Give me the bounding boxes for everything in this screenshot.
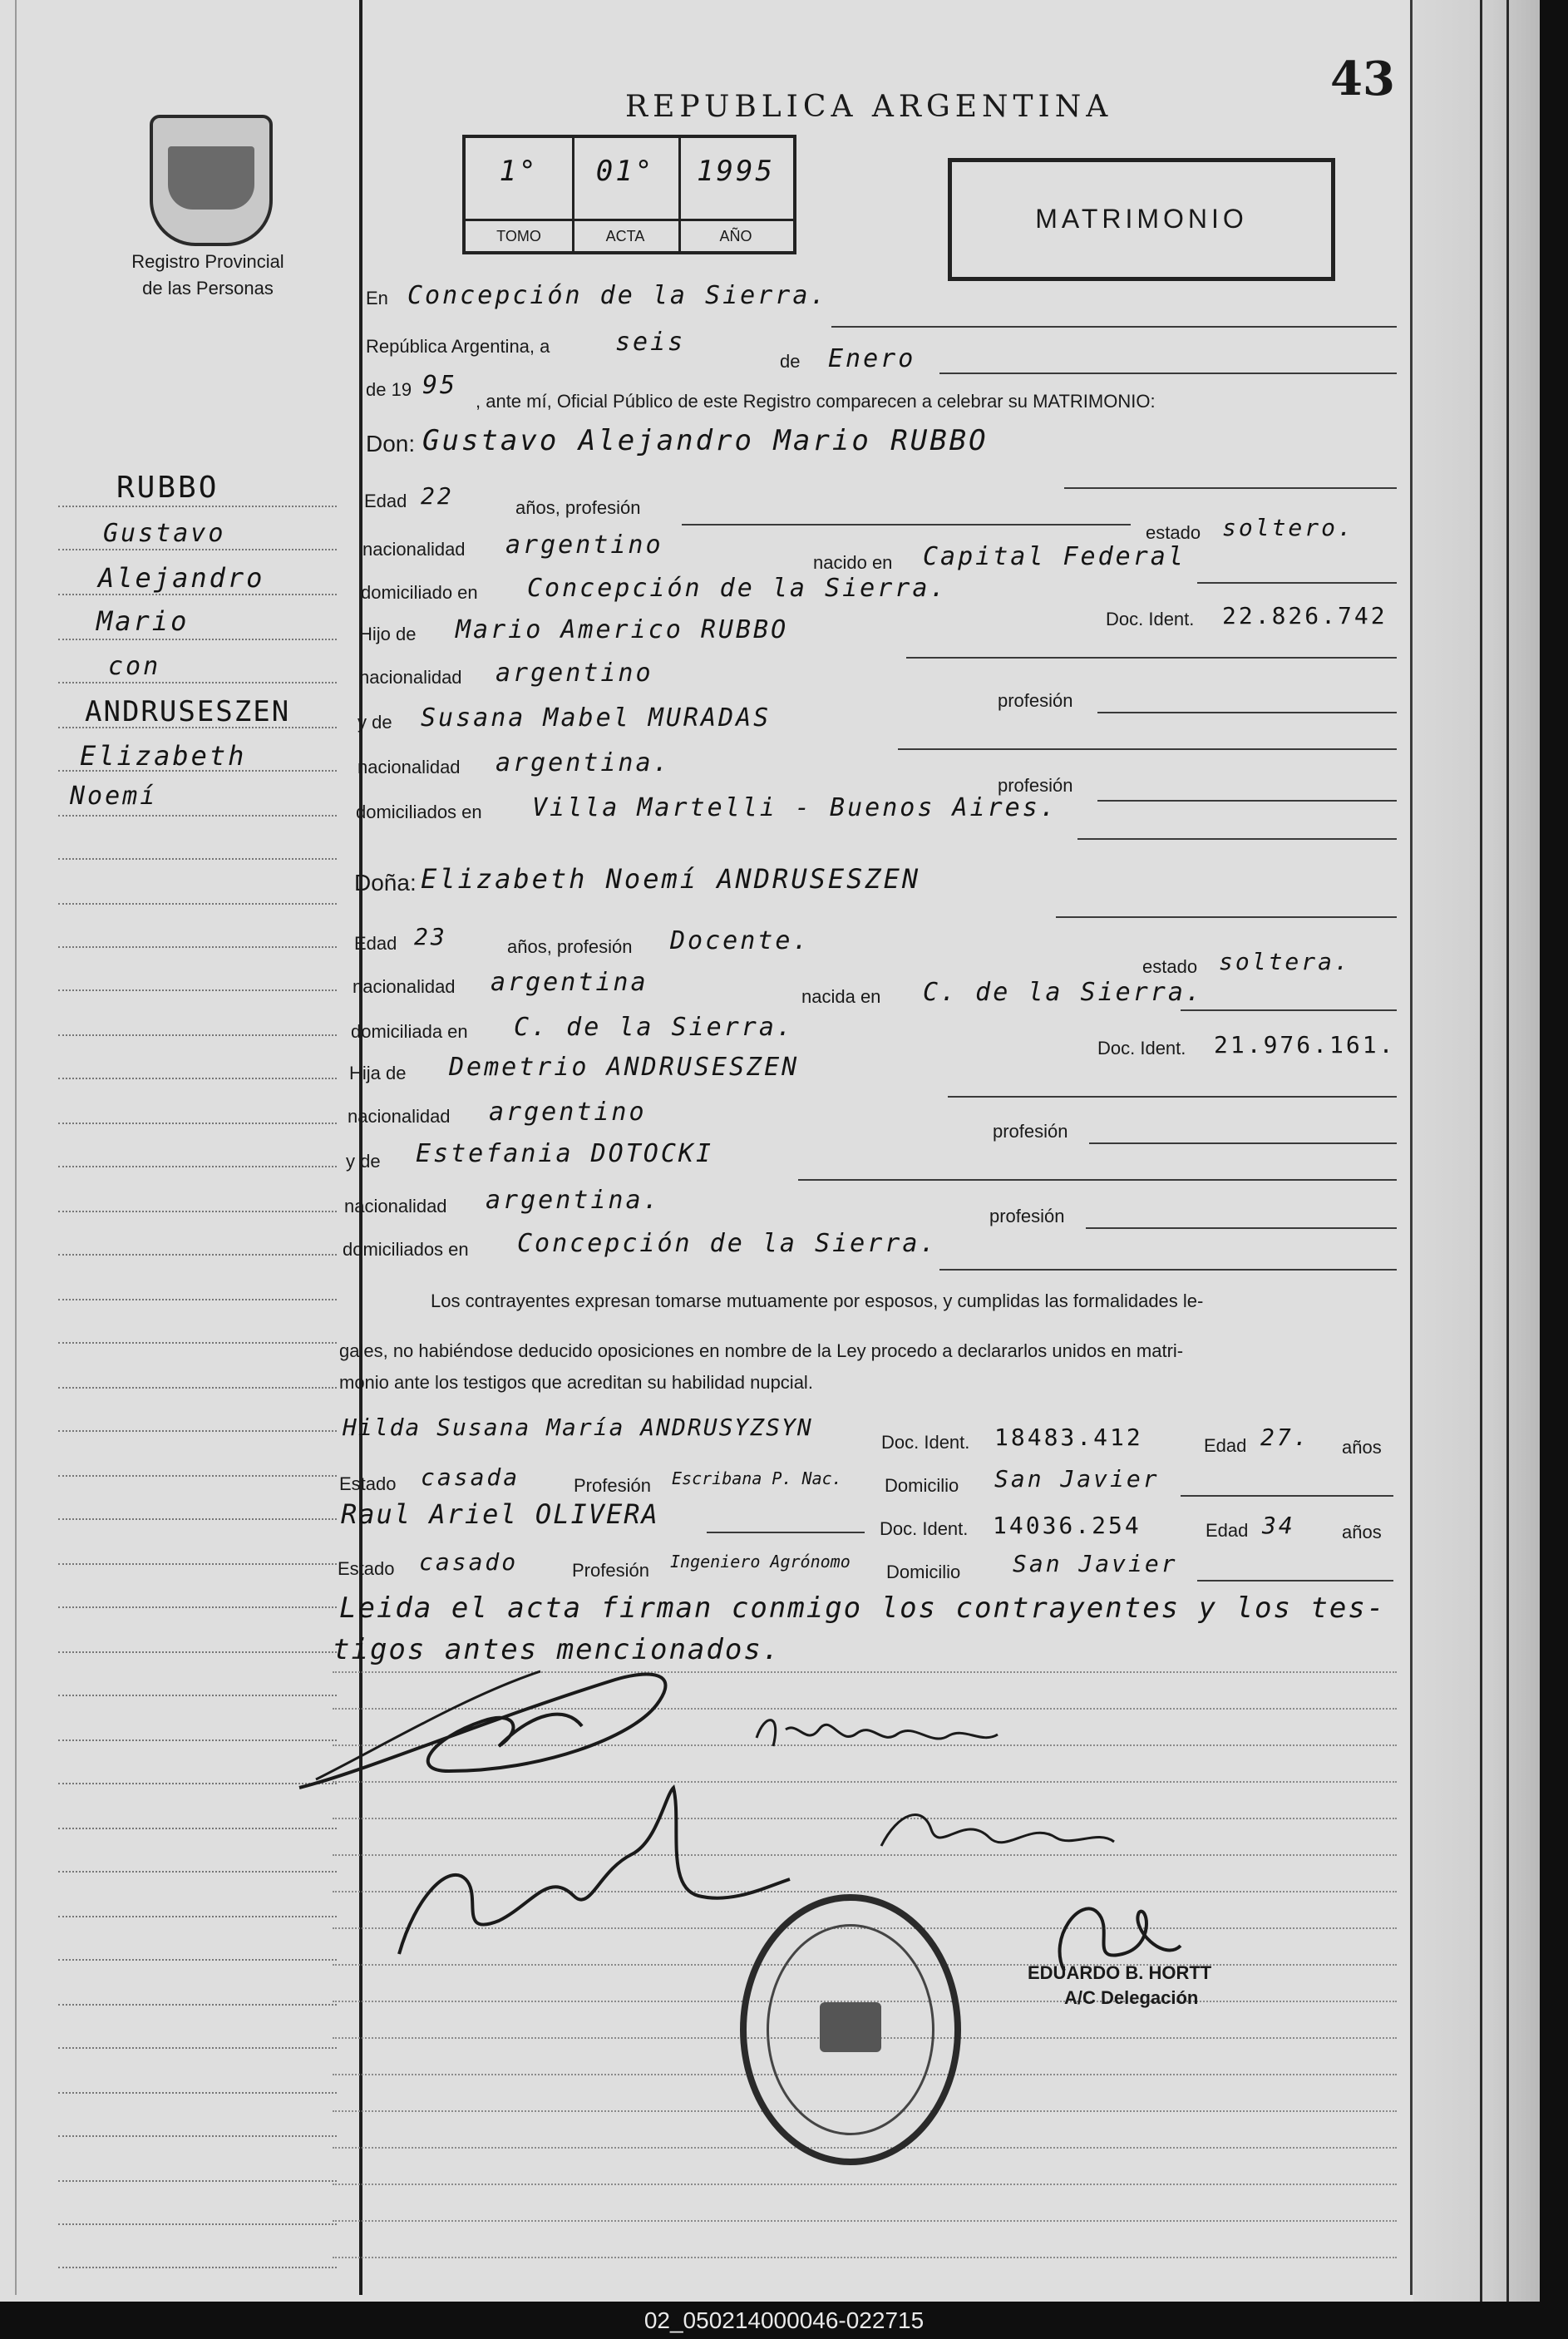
dona-label: Doña: <box>354 870 417 896</box>
fill-line <box>898 748 1397 750</box>
page-edge-line <box>1506 0 1509 2302</box>
anos-profesion-label: años, profesión <box>507 936 633 957</box>
margin-dotted-line <box>58 1695 337 1696</box>
ruled-line <box>333 2184 1397 2185</box>
groom-birthplace: Capital Federal <box>923 542 1186 571</box>
ruled-line <box>333 1744 1397 1746</box>
fill-line <box>1097 800 1397 802</box>
registry-name-line2: de las Personas <box>142 278 274 299</box>
ano-cell <box>678 138 793 251</box>
profesion-label: profesión <box>998 775 1073 796</box>
estado-label: estado <box>1146 522 1201 543</box>
closing-line-2: tigos antes mencionados. <box>333 1633 782 1666</box>
nacida-label: nacida en <box>801 986 881 1007</box>
ruled-line <box>333 1671 1397 1673</box>
margin-name: Mario <box>96 605 190 637</box>
closing-line-1: Leida el acta firman conmigo los contrayentes y los tes- <box>339 1591 1386 1625</box>
fill-line <box>1097 712 1397 713</box>
nacionalidad-label: nacionalidad <box>348 1106 451 1127</box>
groom-parents-domicile: Villa Martelli - Buenos Aires. <box>532 793 1058 822</box>
acta-cell <box>572 138 681 251</box>
margin-dotted-line <box>58 2092 337 2094</box>
margin-dotted-line <box>58 2223 337 2225</box>
witness-1-profession: Escribana P. Nac. <box>672 1468 842 1488</box>
document-type-box <box>948 158 1335 281</box>
margin-dotted-line <box>58 1211 337 1212</box>
witness-1-domicile: San Javier <box>994 1465 1160 1493</box>
registry-name-line1: Registro Provincial <box>131 251 284 272</box>
ano-value: 1995 <box>697 155 775 188</box>
margin-dotted-line <box>58 946 337 948</box>
ceremony-month: Enero <box>828 344 916 373</box>
groom-age: 22 <box>421 482 454 510</box>
tomo-label: TOMO <box>466 219 572 251</box>
official-seal-icon <box>740 1894 961 2165</box>
margin-dotted-line <box>58 858 337 860</box>
bride-profession: Docente. <box>670 926 811 955</box>
margin-name: Noemí <box>70 782 158 811</box>
page-edge-line <box>1480 0 1482 2302</box>
groom-civil-status: soltero. <box>1222 514 1354 541</box>
edad-label: Edad <box>364 491 407 511</box>
bride-name: Elizabeth Noemí ANDRUSESZEN <box>421 863 921 895</box>
ruled-line <box>333 2257 1397 2258</box>
margin-dotted-line <box>58 1871 337 1873</box>
bride-birthplace: C. de la Sierra. <box>923 978 1203 1007</box>
fill-line <box>939 373 1397 374</box>
nacionalidad-label: nacionalidad <box>362 539 466 560</box>
margin-dotted-line <box>58 594 337 595</box>
estado-label: Estado <box>339 1473 397 1494</box>
fill-line <box>682 524 1131 526</box>
estado-label: estado <box>1142 956 1198 977</box>
fill-line <box>906 657 1397 659</box>
bride-signature <box>748 1705 1023 1763</box>
officer-stamp-role: A/C Delegación <box>1064 1987 1199 2008</box>
year-prefix: de 19 <box>366 379 412 400</box>
ruled-line <box>333 1854 1397 1856</box>
bride-parents-domicile: Concepción de la Sierra. <box>517 1229 938 1258</box>
witness-2-name: Raul Ariel OLIVERA <box>341 1498 659 1530</box>
republic-label: República Argentina, a <box>366 336 550 357</box>
margin-dotted-line <box>58 1475 337 1477</box>
y-de-label: y de <box>346 1151 381 1172</box>
officer-stamp-name: EDUARDO B. HORTT <box>1028 1962 1212 1983</box>
groom-father: Mario Americo RUBBO <box>456 615 789 644</box>
doc-ident-label: Doc. Ident. <box>880 1518 969 1539</box>
doc-ident-label: Doc. Ident. <box>881 1432 970 1453</box>
document-type: MATRIMONIO <box>1035 204 1248 234</box>
ceremony-place: Concepción de la Sierra. <box>407 281 828 310</box>
fill-line <box>1064 487 1397 489</box>
groom-mother-nationality: argentina. <box>496 748 671 777</box>
left-margin-rule <box>15 0 17 2295</box>
scan-footer-code: 02_050214000046-022715 <box>643 2307 925 2333</box>
domiciliados-label: domiciliados en <box>356 802 482 822</box>
witness-signature <box>382 1771 798 1987</box>
margin-dotted-line <box>58 2004 337 2006</box>
fill-line <box>1086 1227 1397 1229</box>
provincial-seal-icon <box>150 115 273 246</box>
margin-dotted-line <box>58 1518 337 1520</box>
groom-mother: Susana Mabel MURADAS <box>421 703 772 733</box>
edad-label: Edad <box>1204 1435 1247 1456</box>
declaration-line-3: monio ante los testigos que acreditan su habilidad nupcial. <box>339 1372 813 1393</box>
domiciliados-label: domiciliados en <box>343 1239 469 1260</box>
margin-dotted-line <box>58 815 337 817</box>
en-label: En <box>366 288 388 308</box>
groom-domicile: Concepción de la Sierra. <box>527 574 948 603</box>
declaration-line-2: gales, no habiéndose deducido oposiciones en nombre de la Ley procedo a declararlos unidos en matri- <box>339 1340 1184 1361</box>
profesion-label: Profesión <box>574 1475 651 1496</box>
ruled-line <box>333 1708 1397 1710</box>
witness-2-civil-status: casado <box>419 1548 519 1576</box>
ruled-line <box>333 1891 1397 1892</box>
margin-dotted-line <box>58 1563 337 1565</box>
margin-dotted-line <box>58 1342 337 1344</box>
doc-ident-label: Doc. Ident. <box>1106 609 1195 629</box>
margin-name: Gustavo <box>103 519 226 548</box>
bride-mother: Estefania DOTOCKI <box>416 1139 714 1168</box>
profesion-label: profesión <box>989 1206 1065 1226</box>
groom-nationality: argentino <box>505 530 663 560</box>
fill-line <box>1181 1009 1397 1011</box>
witness-2-domicile: San Javier <box>1013 1550 1178 1577</box>
margin-dotted-line <box>58 1078 337 1079</box>
bride-nationality: argentina <box>491 968 648 997</box>
bride-domicile: C. de la Sierra. <box>514 1013 794 1042</box>
fill-line <box>1089 1142 1397 1144</box>
fill-line <box>1197 1580 1393 1582</box>
margin-dotted-line <box>58 639 337 640</box>
margin-dotted-line <box>58 1828 337 1829</box>
margin-dotted-line <box>58 903 337 905</box>
right-margin-rule <box>1410 0 1413 2295</box>
witness-2-profession: Ingeniero Agrónomo <box>670 1552 851 1572</box>
fill-line <box>798 1179 1397 1181</box>
margin-dotted-line <box>58 1166 337 1167</box>
margin-dotted-line <box>58 1123 337 1124</box>
fill-line <box>1197 582 1397 584</box>
margin-surname-groom: RUBBO <box>116 471 219 505</box>
fill-line <box>1181 1495 1393 1497</box>
don-label: Don: <box>366 431 416 456</box>
anos-label: años <box>1342 1437 1382 1458</box>
appearance-statement: , ante mí, Oficial Público de este Registro comparecen a celebrar su MATRIMONIO: <box>476 391 1156 412</box>
domicilio-label: Domicilio <box>886 1562 961 1582</box>
declaration-line-1: Los contrayentes expresan tomarse mutuamente por esposos, y cumplidas las formalidades le- <box>431 1290 1204 1311</box>
witness-signature <box>873 1796 1122 1871</box>
groom-name: Gustavo Alejandro Mario RUBBO <box>422 424 989 457</box>
domiciliado-label: domiciliado en <box>361 582 478 603</box>
ruled-line <box>333 1781 1397 1783</box>
profesion-label: profesión <box>998 690 1073 711</box>
domicilio-label: Domicilio <box>885 1475 959 1496</box>
ruled-line <box>333 1818 1397 1819</box>
margin-dotted-line <box>58 1254 337 1256</box>
margin-rule <box>359 0 362 2295</box>
margin-dotted-line <box>58 1606 337 1608</box>
witness-1-document: 18483.412 <box>994 1424 1143 1451</box>
nacionalidad-label: nacionalidad <box>344 1196 447 1216</box>
margin-dotted-line <box>58 1430 337 1432</box>
edad-label: Edad <box>354 933 397 954</box>
margin-dotted-line <box>58 1387 337 1389</box>
margin-connector: con <box>108 652 161 681</box>
margin-name: Elizabeth <box>80 740 247 772</box>
margin-dotted-line <box>58 2047 337 2049</box>
fill-line <box>1077 838 1397 840</box>
witness-1-name: Hilda Susana María ANDRUSYZSYN <box>343 1414 813 1441</box>
country-title: REPUBLICA ARGENTINA <box>625 90 1113 124</box>
fill-line <box>831 326 1397 328</box>
acta-label: ACTA <box>572 219 678 251</box>
margin-dotted-line <box>58 1739 337 1741</box>
groom-father-nationality: argentino <box>496 659 653 688</box>
anos-profesion-label: años, profesión <box>515 497 641 518</box>
margin-dotted-line <box>58 2180 337 2182</box>
margin-dotted-line <box>58 1034 337 1036</box>
estado-label: Estado <box>338 1558 395 1579</box>
nacido-label: nacido en <box>813 552 893 573</box>
hija-de-label: Hija de <box>349 1063 407 1083</box>
ano-label: AÑO <box>678 219 793 251</box>
nacionalidad-label: nacionalidad <box>359 667 462 688</box>
margin-dotted-line <box>58 1916 337 1917</box>
edad-label: Edad <box>1206 1520 1249 1541</box>
tomo-cell <box>466 138 574 251</box>
groom-document: 22.826.742 <box>1222 602 1388 629</box>
profesion-label: Profesión <box>572 1560 649 1581</box>
fill-line <box>948 1096 1397 1098</box>
margin-dotted-line <box>58 1959 337 1961</box>
fill-line <box>707 1532 865 1533</box>
page-number: 43 <box>1330 52 1395 106</box>
ruled-line <box>333 2220 1397 2222</box>
margin-name: Alejandro <box>98 562 265 594</box>
acta-value: 01° <box>595 155 655 188</box>
witness-1-age: 27. <box>1260 1424 1310 1451</box>
page-stack-edge <box>1413 0 1540 2302</box>
witness-2-document: 14036.254 <box>993 1512 1141 1539</box>
margin-dotted-line <box>58 989 337 991</box>
bride-father-nationality: argentino <box>489 1098 647 1127</box>
year-suffix: 95 <box>422 371 458 400</box>
y-de-label: y de <box>357 712 392 733</box>
de-label: de <box>780 351 801 372</box>
margin-dotted-line <box>58 2135 337 2137</box>
witness-2-age: 34 <box>1262 1512 1295 1539</box>
ceremony-day: seis <box>615 328 686 357</box>
hijo-de-label: Hijo de <box>359 624 417 644</box>
witness-1-civil-status: casada <box>421 1463 520 1491</box>
bride-age: 23 <box>414 923 447 950</box>
bride-document: 21.976.161. <box>1214 1031 1396 1058</box>
margin-dotted-line <box>58 682 337 683</box>
nacionalidad-label: nacionalidad <box>353 976 456 997</box>
nacionalidad-label: nacionalidad <box>357 757 461 777</box>
bride-civil-status: soltera. <box>1219 948 1351 975</box>
domiciliada-label: domiciliada en <box>351 1021 468 1042</box>
bride-mother-nationality: argentina. <box>486 1186 661 1215</box>
fill-line <box>1056 916 1397 918</box>
anos-label: años <box>1342 1522 1382 1542</box>
fill-line <box>939 1269 1397 1271</box>
margin-dotted-line <box>58 1783 337 1784</box>
profesion-label: profesión <box>993 1121 1068 1142</box>
tomo-value: 1° <box>499 155 539 188</box>
margin-dotted-line <box>58 549 337 550</box>
margin-surname-bride: ANDRUSESZEN <box>85 695 291 728</box>
margin-dotted-line <box>58 2267 337 2268</box>
margin-dotted-line <box>58 1651 337 1653</box>
bride-father: Demetrio ANDRUSESZEN <box>449 1053 800 1082</box>
margin-dotted-line <box>58 1299 337 1300</box>
doc-ident-label: Doc. Ident. <box>1097 1038 1186 1058</box>
margin-dotted-line <box>58 506 337 507</box>
record-number-box <box>462 135 796 254</box>
